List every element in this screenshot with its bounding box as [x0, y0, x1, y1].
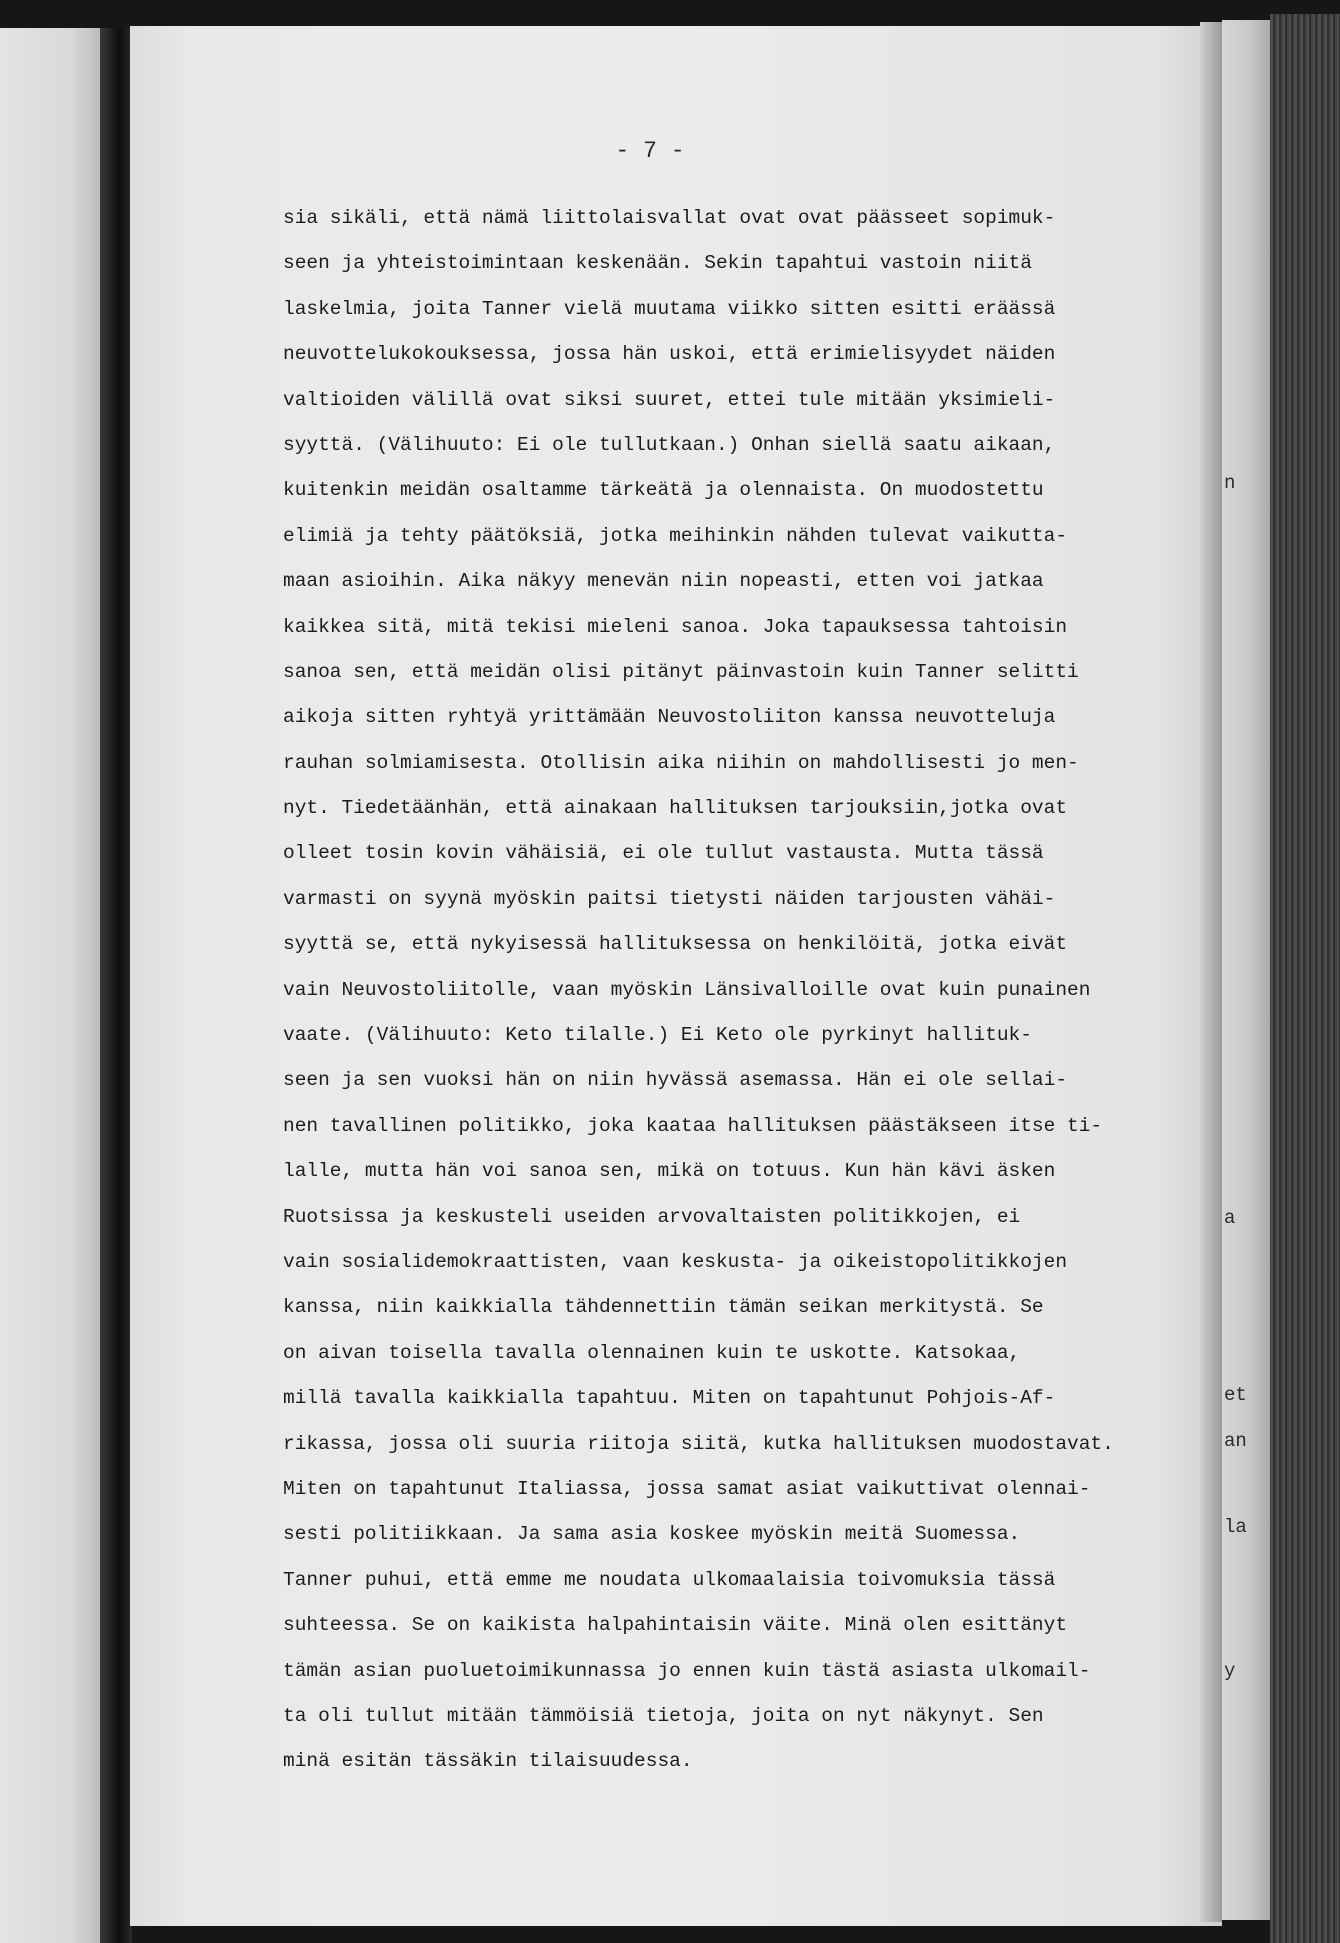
- text-line: varmasti on syynä myöskin paitsi tietysti näiden tarjousten vähäi-: [283, 887, 1056, 910]
- text-line: suhteessa. Se on kaikista halpahintaisin väite. Minä olen esittänyt: [283, 1614, 1068, 1637]
- margin-fragment: a: [1224, 1207, 1236, 1229]
- text-line: Ruotsissa ja keskusteli useiden arvovaltaisten politikkojen, ei: [283, 1205, 1021, 1228]
- page-number: - 7 -: [615, 138, 685, 164]
- margin-fragment: n: [1224, 472, 1236, 494]
- text-line: Tanner puhui, että emme me noudata ulkomaalaisia toivomuksia tässä: [283, 1568, 1056, 1591]
- text-line: vain sosialidemokraattisten, vaan keskusta- ja oikeistopolitikkojen: [283, 1250, 1068, 1273]
- text-line: kaikkea sitä, mitä tekisi mieleni sanoa. Joka tapauksessa tahtoisin: [283, 615, 1068, 638]
- book-gutter: [100, 28, 132, 1943]
- text-line: nen tavallinen politikko, joka kaataa hallituksen päästäkseen itse ti-: [283, 1114, 1103, 1137]
- text-line: syyttä se, että nykyisessä hallituksessa on henkilöitä, jotka eivät: [283, 933, 1068, 956]
- text-line: aikoja sitten ryhtyä yrittämään Neuvostoliiton kanssa neuvotteluja: [283, 706, 1056, 729]
- text-line: laskelmia, joita Tanner vielä muutama viikko sitten esitti eräässä: [283, 297, 1056, 320]
- text-line: elimiä ja tehty päätöksiä, jotka meihinkin nähden tulevat vaikutta-: [283, 524, 1068, 547]
- previous-page-edge: [0, 28, 100, 1943]
- text-line: neuvottelukokouksessa, jossa hän uskoi, että erimielisyydet näiden: [283, 343, 1056, 366]
- text-line: rauhan solmiamisesta. Otollisin aika niihin on mahdollisesti jo men-: [283, 751, 1079, 774]
- text-line: syyttä. (Välihuuto: Ei ole tullutkaan.) Onhan siellä saatu aikaan,: [283, 433, 1056, 456]
- page-shadow-edge: [1200, 22, 1222, 1922]
- margin-fragment: y: [1224, 1660, 1236, 1682]
- text-line: sanoa sen, että meidän olisi pitänyt päinvastoin kuin Tanner selitti: [283, 660, 1079, 683]
- text-line: valtioiden välillä ovat siksi suuret, ettei tule mitään yksimieli-: [283, 388, 1056, 411]
- text-line: minä esitän tässäkin tilaisuudessa.: [283, 1750, 693, 1773]
- text-line: lalle, mutta hän voi sanoa sen, mikä on totuus. Kun hän kävi äsken: [283, 1160, 1056, 1183]
- text-line: kanssa, niin kaikkialla tähdennettiin tämän seikan merkitystä. Se: [283, 1296, 1044, 1319]
- text-line: vain Neuvostoliitolle, vaan myöskin Länsivalloille ovat kuin punainen: [283, 978, 1091, 1001]
- text-line: Miten on tapahtunut Italiassa, jossa samat asiat vaikuttivat olennai-: [283, 1477, 1091, 1500]
- text-line: vaate. (Välihuuto: Keto tilalle.) Ei Keto ole pyrkinyt hallituk-: [283, 1024, 1032, 1047]
- text-line: kuitenkin meidän osaltamme tärkeätä ja olennaista. On muodostettu: [283, 479, 1044, 502]
- text-line: tämän asian puoluetoimikunnassa jo ennen kuin tästä asiasta ulkomail-: [283, 1659, 1091, 1682]
- text-line: sia sikäli, että nämä liittolaisvallat ovat ovat päässeet sopimuk-: [283, 207, 1056, 229]
- text-line: seen ja sen vuoksi hän on niin hyvässä asemassa. Hän ei ole sellai-: [283, 1069, 1068, 1092]
- margin-fragment: an: [1224, 1430, 1247, 1452]
- typed-text-body: [283, 196, 1203, 1785]
- text-line: olleet tosin kovin vähäisiä, ei ole tullut vastausta. Mutta tässä: [283, 842, 1044, 865]
- text-line: on aivan toisella tavalla olennainen kuin te uskotte. Katsokaa,: [283, 1341, 1021, 1364]
- text-line: rikassa, jossa oli suuria riitoja siitä, kutka hallituksen muodostavat.: [283, 1432, 1114, 1455]
- text-line: nyt. Tiedetäänhän, että ainakaan hallituksen tarjouksiin,jotka ovat: [283, 797, 1068, 820]
- page-stack-edge: [1270, 14, 1340, 1943]
- text-line: ta oli tullut mitään tämmöisiä tietoja, joita on nyt näkynyt. Sen: [283, 1704, 1044, 1727]
- text-line: seen ja yhteistoimintaan keskenään. Sekin tapahtui vastoin niitä: [283, 252, 1032, 275]
- margin-fragment: la: [1224, 1516, 1247, 1538]
- text-line: sesti politiikkaan. Ja sama asia koskee myöskin meitä Suomessa.: [283, 1523, 1021, 1546]
- text-line: millä tavalla kaikkialla tapahtuu. Miten on tapahtunut Pohjois-Af-: [283, 1387, 1056, 1410]
- margin-fragment: et: [1224, 1384, 1247, 1406]
- text-line: maan asioihin. Aika näkyy menevän niin nopeasti, etten voi jatkaa: [283, 570, 1044, 593]
- next-page-edge: [1222, 20, 1270, 1920]
